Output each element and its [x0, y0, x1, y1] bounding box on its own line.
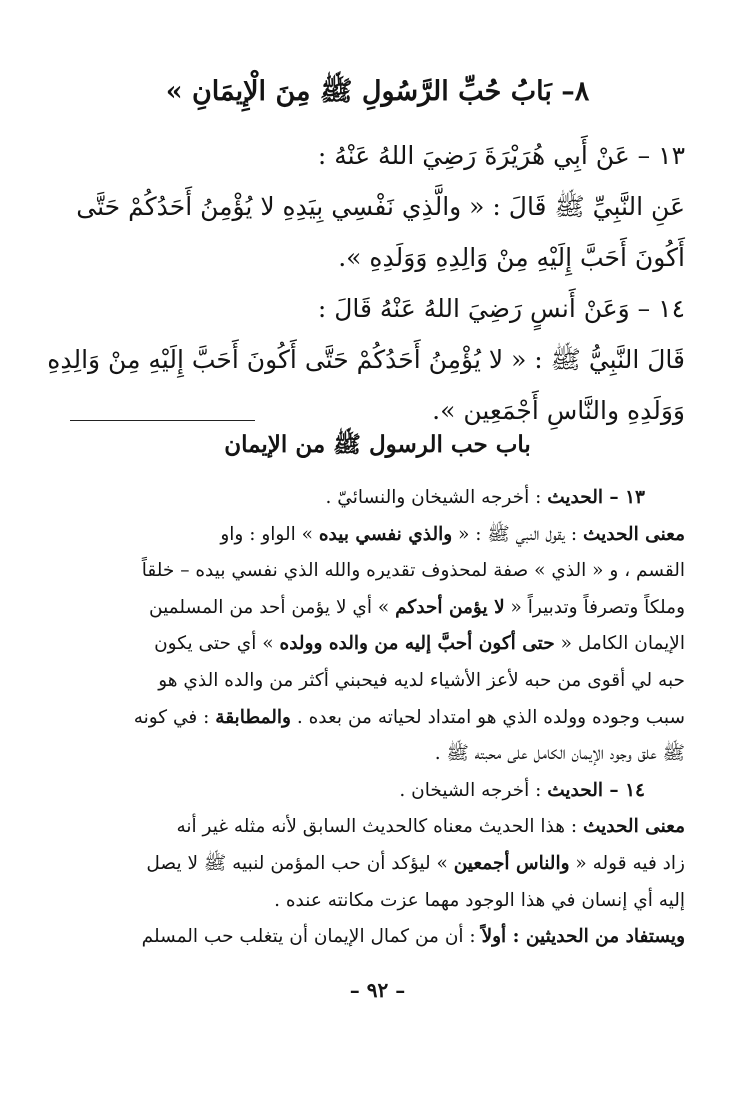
commentary-title: باب حب الرسول ﷺ من الإيمان: [224, 431, 531, 458]
commentary-text: : في كونه: [133, 706, 210, 728]
commentary-line: [70, 517, 685, 554]
hadith-14-source-label: ١٤ – الحديث: [547, 779, 645, 801]
chapter-title: ٨– بَابُ حُبِّ الرَّسُولِ ﷺ مِنَ الْإِيمَانِ »: [165, 76, 590, 107]
commentary-text: وملكاً وتصرفاً وتدبيراً «: [510, 596, 685, 618]
page-number: – ٩٢ –: [349, 978, 406, 1002]
quoted-phrase: والناس أجمعين: [453, 852, 570, 874]
commentary-line: [70, 480, 685, 517]
commentary-text: » الواو : واو: [220, 523, 313, 545]
meaning-label: معنى الحديث: [582, 523, 685, 545]
commentary-line: ﷺ علق وجود الإيمان الكامل على محبته ﷺ .: [434, 743, 685, 765]
commentary-line: [70, 809, 685, 846]
commentary-text: : يقول النبي ﷺ : «: [458, 523, 578, 545]
hadith-13-line-1: عَنِ النَّبِيِّ ﷺ قَالَ : « والَّذِي نَفْسِي بِيَدِهِ لا يُؤْمِنُ أَحَدُكُمْ حَتَّى: [76, 192, 685, 221]
lessons-label: ويستفاد من الحديثين : أولاً: [481, 926, 685, 948]
commentary-line: [70, 846, 685, 883]
commentary-line: [70, 773, 685, 810]
commentary-text: : أن من كمال الإيمان أن يتغلب حب المسلم: [141, 926, 476, 948]
commentary-text: سبب وجوده وولده الذي هو امتداد لحياته من بعده .: [296, 706, 685, 728]
hadith-14-source-text: : أخرجه الشيخان .: [399, 779, 542, 801]
commentary-line: [70, 700, 685, 737]
commentary-text: زاد فيه قوله «: [575, 852, 685, 874]
quoted-phrase: والذي نفسي بيده: [318, 523, 453, 545]
hadith-13: [70, 130, 685, 283]
commentary-line: حبه لي أقوى من حبه لأعز الأشياء لديه فيحبني أكثر من والده الذي هو: [158, 669, 685, 691]
meaning-label: معنى الحديث: [582, 816, 685, 838]
hadith-14: [47, 283, 685, 436]
commentary-line: [70, 590, 685, 627]
hadith-13-header: ١٣ – عَنْ أَبِي هُرَيْرَةَ رَضِيَ اللهُ عَنْهُ :: [317, 141, 685, 170]
hadith-14-header: ١٤ – وَعَنْ أَنسٍ رَضِيَ اللهُ عَنْهُ قَالَ :: [317, 294, 685, 323]
section-divider: [70, 420, 255, 421]
quoted-phrase: حتى أكون أحبَّ إليه من والده وولده: [279, 633, 555, 655]
commentary-text: الإيمان الكامل «: [560, 633, 685, 655]
commentary-line: القسم ، و « الذي » صفة لمحذوف تقديره والله الذي نفسي بيده – خلقاً: [141, 560, 685, 582]
quoted-phrase: لا يؤمن أحدكم: [395, 596, 505, 618]
commentary-text: : هذا الحديث معناه كالحديث السابق لأنه مثله غير أنه: [176, 816, 578, 838]
hadith-13-source-text: : أخرجه الشيخان والنسائيّ .: [325, 487, 542, 508]
hadith-14-line-1: قَالَ النَّبِيُّ ﷺ : « لا يُؤْمِنُ أَحَدُكُمْ حَتَّى أَكُونَ أَحَبَّ إِلَيْهِ مِنْ وَالِدِهِ: [47, 345, 685, 374]
hadith-13-source-label: ١٣ – الحديث: [547, 487, 645, 508]
hadith-13-line-2: أَكُونَ أَحَبَّ إِلَيْهِ مِنْ وَالِدِهِ وَوَلَدِهِ ».: [338, 243, 685, 272]
commentary-line: إليه أي إنسان في هذا الوجود مهما عزت مكانته عنده .: [274, 889, 685, 911]
commentary-line: [70, 919, 685, 956]
book-page: [47, 0, 685, 1094]
commentary-text: » أي حتى يكون: [154, 633, 274, 655]
correspondence-label: والمطابقة: [215, 706, 291, 728]
commentary-text: » أي لا يؤمن أحد من المسلمين: [148, 596, 390, 618]
commentary-text: » ليؤكد أن حب المؤمن لنبيه ﷺ لا يصل: [146, 852, 448, 874]
commentary-line: [70, 626, 685, 663]
commentary-body: [70, 480, 685, 956]
hadith-14-line-2: وَوَلَدِهِ والنَّاسِ أَجْمَعِين ».: [432, 396, 685, 425]
